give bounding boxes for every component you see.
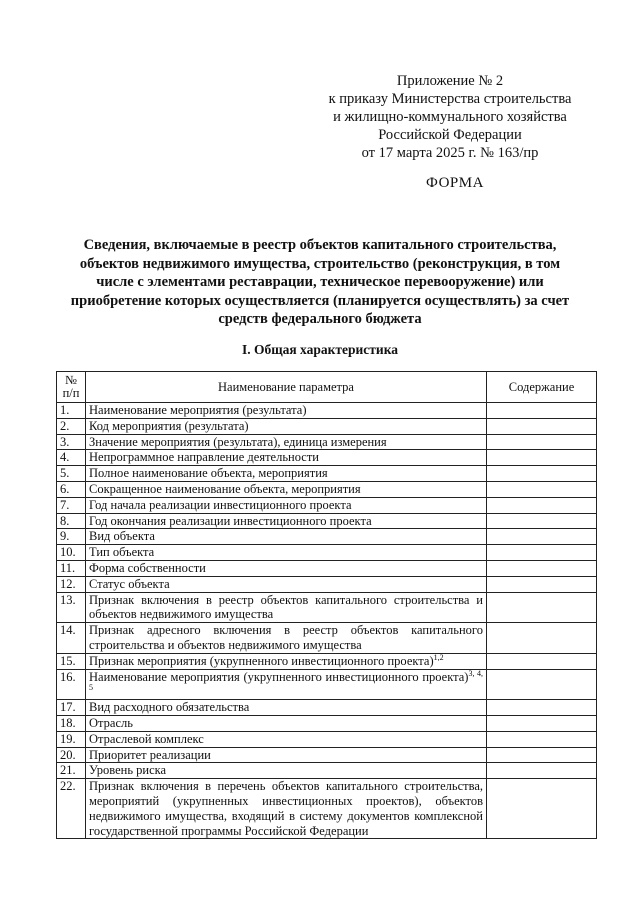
row-content-cell [487,669,597,700]
footnote-ref: 3, 4, 5 [89,668,483,693]
row-parameter-name [86,763,487,779]
row-parameter-name [86,466,487,482]
parameter-text: Статус объекта [89,576,170,591]
document-title: Сведения, включаемые в реестр объектов капитального строительства, объектов недвижимого имущества, строительство (реконструкция, в том числе с элементами реставрации, техническое перевооружение) или приобретение которых осуществляется (планируется осуществлять) за счет средств федерального бюджета [70,237,570,327]
row-content-cell [487,592,597,623]
parameter-text: Наименование мероприятия (укрупненного инвестиционного проекта) [89,669,469,684]
table-row [57,418,597,434]
parameter-text: Отрасль [89,715,133,730]
row-parameter-name [86,513,487,529]
row-parameter-name [86,779,487,839]
parameter-text: Год начала реализации инвестиционного проекта [89,497,352,512]
table-row [57,731,597,747]
row-number: 2. [57,418,86,434]
row-number: 3. [57,434,86,450]
row-number: 21. [57,763,86,779]
table-row [57,623,597,654]
appendix-header [300,72,600,162]
row-content-cell [487,545,597,561]
table-row [57,545,597,561]
parameter-text: Признак включения в перечень объектов капитального строительства, мероприятий (укрупненных инвестиционных проектов), объектов недвижимого имущества, входящий в систему документов комплексной государственной программы Российской Федерации [89,779,483,838]
row-content-cell [487,653,597,669]
form-label: ФОРМА [426,175,484,191]
table-row [57,450,597,466]
table-row [57,403,597,419]
row-number: 5. [57,466,86,482]
appendix-line-3: и жилищно-коммунального хозяйства [333,109,567,125]
table-row [57,592,597,623]
row-content-cell [487,700,597,716]
row-content-cell [487,623,597,654]
table-body [57,403,597,839]
row-content-cell [487,576,597,592]
row-content-cell [487,715,597,731]
row-parameter-name [86,669,487,700]
row-parameter-name [86,560,487,576]
row-number: 15. [57,653,86,669]
row-number: 13. [57,592,86,623]
row-content-cell [487,763,597,779]
appendix-line-4: Российской Федерации [378,127,522,143]
row-content-cell [487,560,597,576]
row-parameter-name [86,481,487,497]
table-row [57,653,597,669]
header-content: Содержание [487,372,597,403]
appendix-line-5: от 17 марта 2025 г. № 163/пр [361,145,539,161]
table-row [57,715,597,731]
row-parameter-name [86,418,487,434]
row-number: 17. [57,700,86,716]
row-parameter-name [86,497,487,513]
row-content-cell [487,779,597,839]
table-row [57,513,597,529]
row-number: 12. [57,576,86,592]
appendix-line-1: Приложение № 2 [396,73,504,89]
row-content-cell [487,466,597,482]
section-title: I. Общая характеристика [241,342,399,357]
row-parameter-name [86,545,487,561]
row-parameter-name [86,576,487,592]
table-row [57,434,597,450]
row-number: 18. [57,715,86,731]
row-number: 4. [57,450,86,466]
row-parameter-name [86,653,487,669]
table-row [57,481,597,497]
row-parameter-name [86,592,487,623]
table-row [57,466,597,482]
row-content-cell [487,731,597,747]
parameter-text: Значение мероприятия (результата), единица измерения [89,434,387,449]
table-row [57,747,597,763]
row-parameter-name [86,529,487,545]
row-parameter-name [86,434,487,450]
table-row [57,576,597,592]
parameter-text: Наименование мероприятия (результата) [89,403,307,417]
row-parameter-name [86,450,487,466]
header-parameter-name: Наименование параметра [86,372,487,403]
row-number: 16. [57,669,86,700]
row-number: 14. [57,623,86,654]
parameter-text: Вид объекта [89,529,155,544]
table-row [57,669,597,700]
row-number: 7. [57,497,86,513]
parameter-text: Сокращенное наименование объекта, мероприятия [89,481,361,496]
parameter-text: Уровень риска [89,763,167,778]
row-number: 22. [57,779,86,839]
row-content-cell [487,450,597,466]
row-content-cell [487,513,597,529]
row-content-cell [487,481,597,497]
parameter-text: Признак адресного включения в реестр объектов капитального строительства и объектов недвижимого имущества [89,623,483,652]
parameter-text: Непрограммное направление деятельности [89,450,319,465]
parameter-text: Полное наименование объекта, мероприятия [89,466,328,481]
row-parameter-name [86,700,487,716]
parameter-text: Форма собственности [89,560,206,575]
parameter-text: Вид расходного обязательства [89,700,250,715]
table-row [57,779,597,839]
parameters-table [56,371,597,839]
row-content-cell [487,434,597,450]
row-parameter-name [86,731,487,747]
row-content-cell [487,747,597,763]
row-content-cell [487,418,597,434]
row-number: 10. [57,545,86,561]
row-parameter-name [86,403,487,419]
row-number: 6. [57,481,86,497]
row-content-cell [487,529,597,545]
table-row [57,497,597,513]
table-row [57,560,597,576]
table-row [57,529,597,545]
appendix-line-2: к приказу Министерства строительства [328,91,572,107]
row-number: 20. [57,747,86,763]
row-number: 19. [57,731,86,747]
table-header-row [57,372,597,403]
parameter-text: Приоритет реализации [89,747,211,762]
parameter-text: Признак мероприятия (укрупненного инвестиционного проекта) [89,653,434,668]
parameter-text: Отраслевой комплекс [89,731,204,746]
table-row [57,763,597,779]
parameter-text: Признак включения в реестр объектов капитального строительства и объектов недвижимого имущества [89,592,483,622]
row-number: 9. [57,529,86,545]
parameter-text: Год окончания реализации инвестиционного проекта [89,513,372,528]
footnote-ref: 1,2 [433,652,444,662]
row-parameter-name [86,715,487,731]
row-content-cell [487,403,597,419]
row-number: 11. [57,560,86,576]
row-content-cell [487,497,597,513]
row-parameter-name [86,623,487,654]
header-number: № п/п [57,372,86,403]
row-number: 1. [57,403,86,419]
row-number: 8. [57,513,86,529]
parameter-text: Код мероприятия (результата) [89,418,249,433]
row-parameter-name [86,747,487,763]
parameter-text: Тип объекта [89,545,155,560]
table-row [57,700,597,716]
